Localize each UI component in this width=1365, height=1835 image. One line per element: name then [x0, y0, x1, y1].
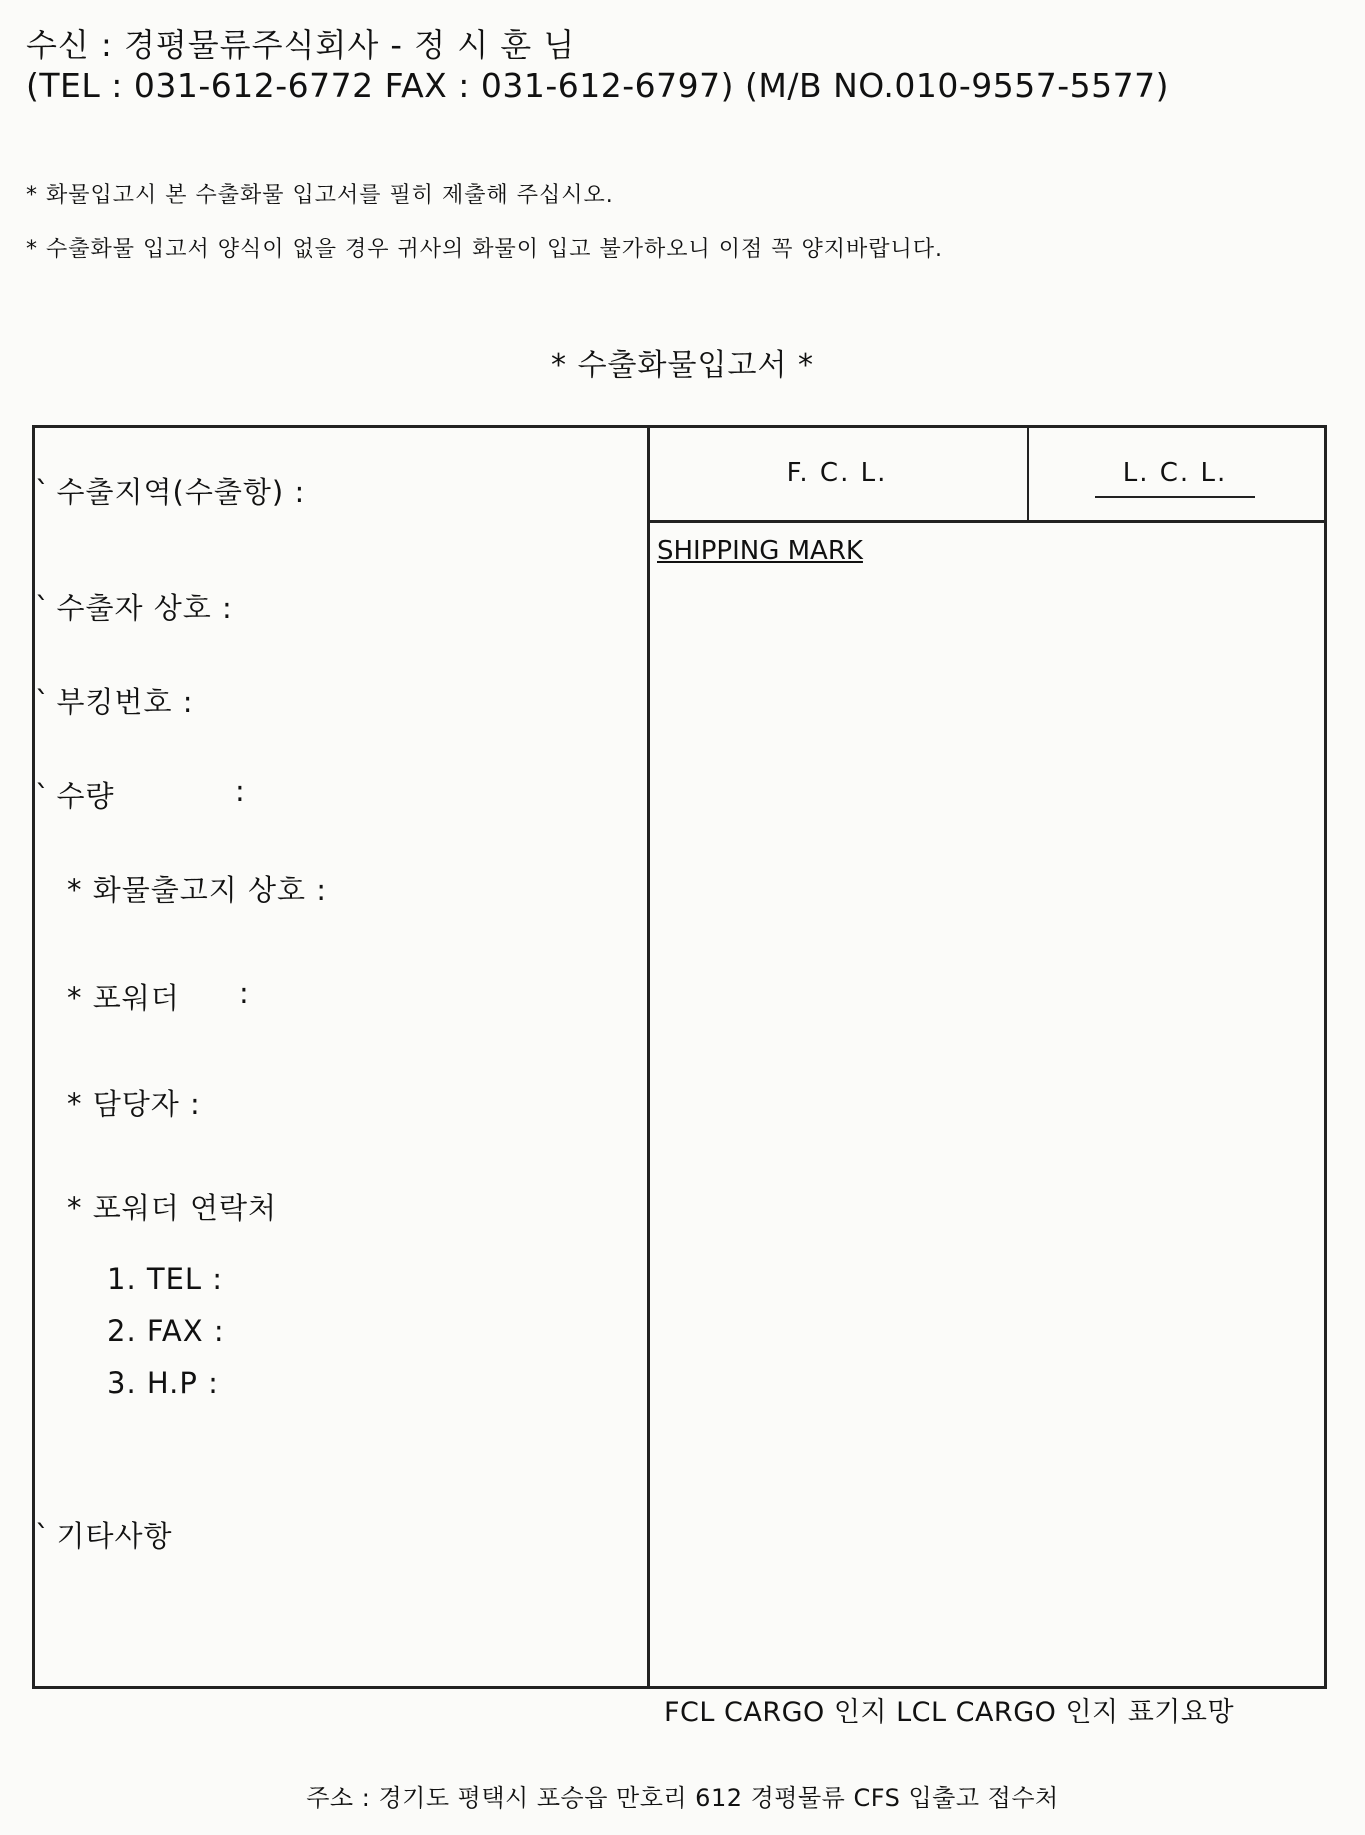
lcl-checkbox-label[interactable]: L. C. L. — [1122, 458, 1228, 488]
tick-mark: ` — [35, 475, 51, 509]
tel-field[interactable]: 1. TEL : — [107, 1262, 224, 1296]
booking-no-label: 부킹번호 : — [56, 685, 194, 719]
tick-mark: ` — [35, 591, 51, 625]
quantity-field[interactable] — [35, 774, 115, 815]
forwarder-field[interactable]: * 포워더 — [67, 981, 180, 1015]
tick-mark: ` — [35, 1519, 51, 1553]
address-line: 주소 : 경기도 평택시 포승읍 만호리 612 경평물류 CFS 입출고 접수처 — [306, 1784, 1059, 1812]
form-box — [32, 425, 1327, 1689]
exporter-name-label: 수출자 상호 : — [56, 591, 233, 625]
person-in-charge-field[interactable]: * 담당자 : — [67, 1087, 201, 1121]
note-submit-form: * 화물입고시 본 수출화물 입고서를 필히 제출해 주십시오. — [26, 183, 614, 208]
cargo-release-name-field[interactable]: * 화물출고지 상호 : — [67, 873, 328, 907]
lcl-underline — [1095, 496, 1255, 498]
remarks-label: 기타사항 — [56, 1519, 173, 1553]
hp-field[interactable]: 3. H.P : — [107, 1366, 219, 1400]
cargo-type-note: FCL CARGO 인지 LCL CARGO 인지 표기요망 — [664, 1697, 1235, 1728]
fax-field[interactable]: 2. FAX : — [107, 1314, 225, 1348]
header-row-divider — [647, 520, 1327, 523]
quantity-label: 수량 — [56, 779, 115, 813]
note-no-form-warning: * 수출화물 입고서 양식이 없을 경우 귀사의 화물이 입고 불가하오니 이점 꼭 양지바랍니다. — [26, 237, 943, 262]
export-region-label: 수출지역(수출항) : — [56, 475, 306, 509]
export-region-field[interactable] — [35, 470, 305, 511]
booking-no-field[interactable] — [35, 680, 194, 721]
tick-mark: ` — [35, 779, 51, 813]
contact-line: (TEL : 031-612-6772 FAX : 031-612-6797) (M/B NO.010-9557-5577) — [26, 66, 1170, 105]
fcl-lcl-divider — [1027, 428, 1029, 520]
form-title: * 수출화물입고서 * — [551, 348, 814, 383]
quantity-colon: : — [235, 774, 246, 808]
column-divider — [647, 428, 650, 1686]
exporter-name-field[interactable] — [35, 586, 233, 627]
tick-mark: ` — [35, 685, 51, 719]
recipient-line: 수신 : 경평물류주식회사 - 정 시 훈 님 — [26, 26, 576, 64]
shipping-mark-label: SHIPPING MARK — [657, 536, 863, 566]
forwarder-colon: : — [239, 976, 250, 1010]
remarks-field[interactable] — [35, 1514, 173, 1555]
fcl-checkbox-label[interactable]: F. C. L. — [786, 458, 888, 488]
forwarder-contact-heading: * 포워더 연락처 — [67, 1191, 278, 1225]
